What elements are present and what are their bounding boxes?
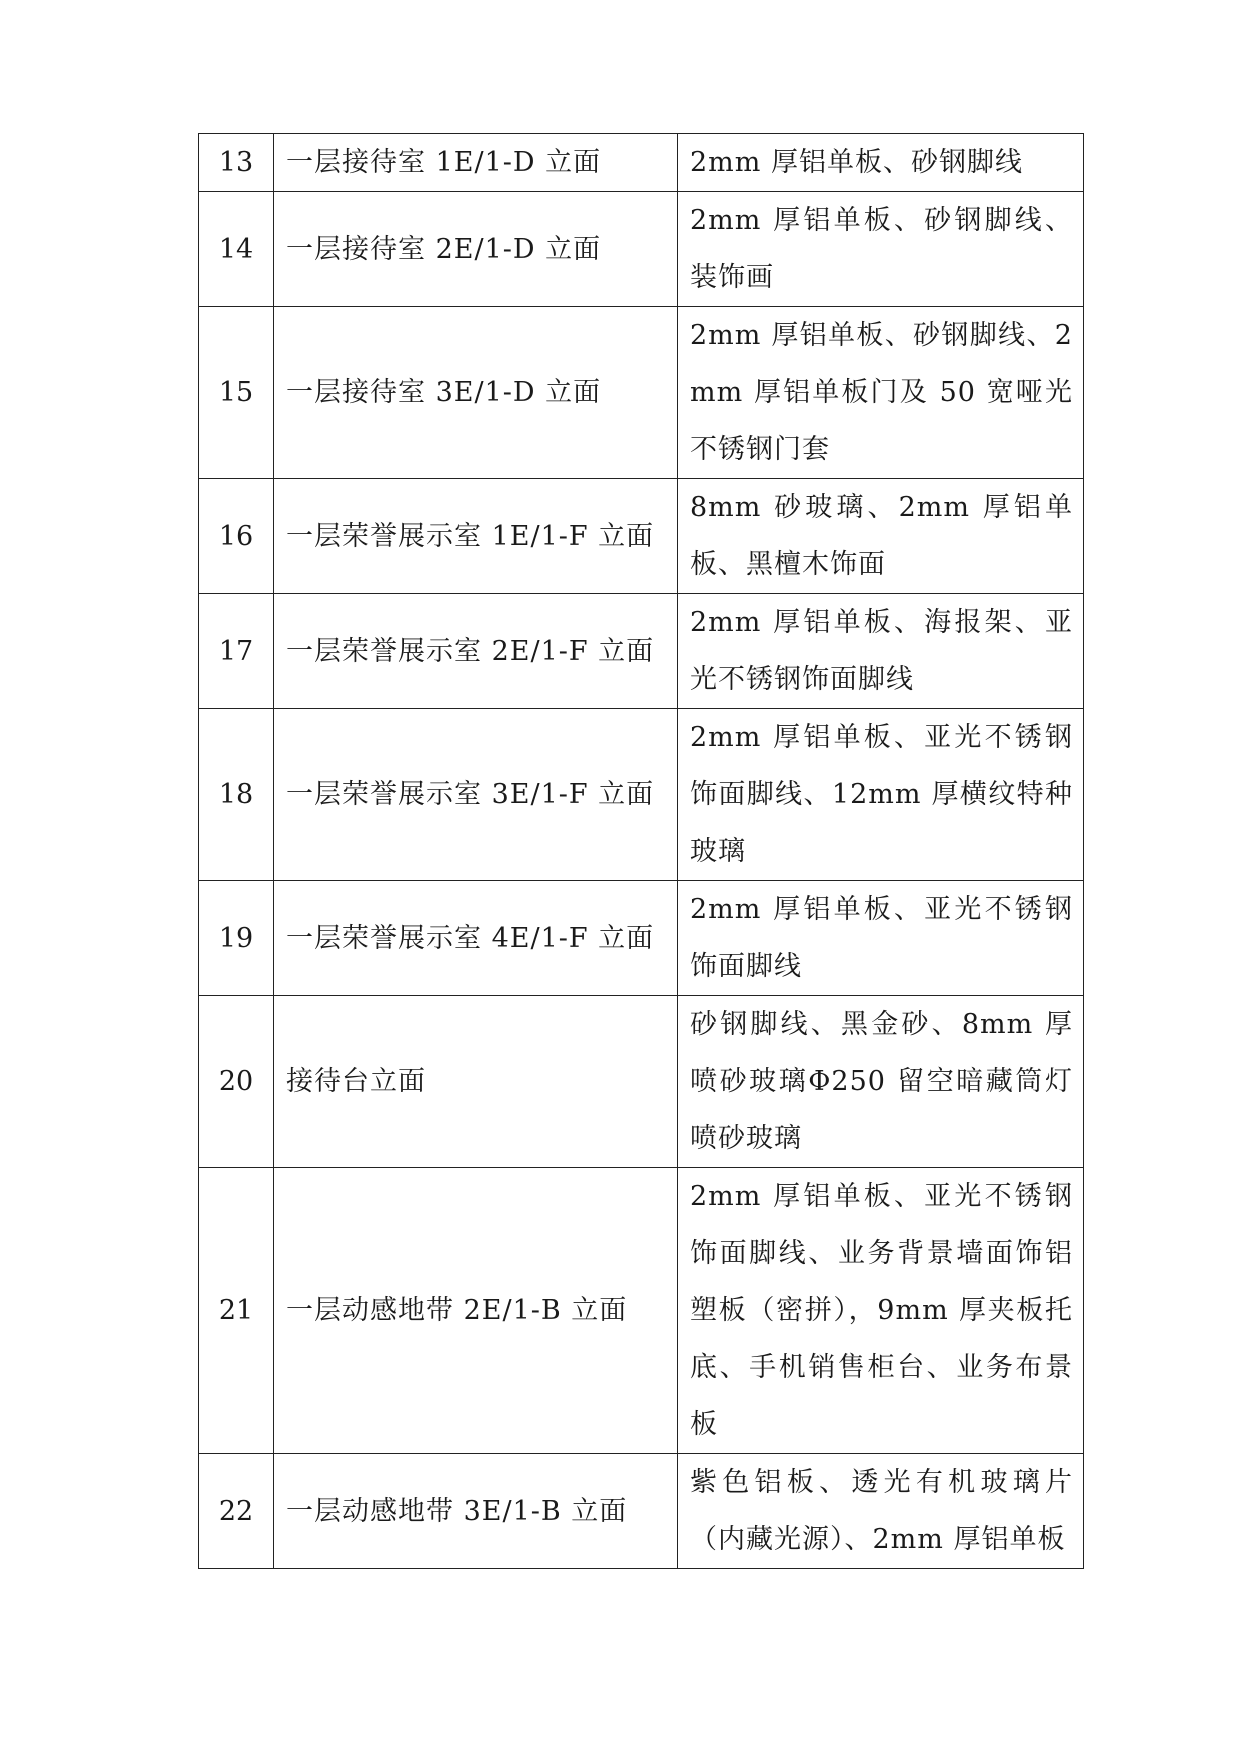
material-list: 2mm 厚铝单板、亚光不锈钢饰面脚线、业务背景墙面饰铝塑板（密拼），9mm 厚夹板托底、手机销售柜台、业务布景板 <box>678 1168 1084 1454</box>
table-row <box>199 134 1084 192</box>
row-number: 18 <box>199 709 274 881</box>
elevation-name: 一层荣誉展示室 4E/1-F 立面 <box>274 881 678 996</box>
table-row <box>199 192 1084 307</box>
elevation-name: 接待台立面 <box>274 996 678 1168</box>
table-row <box>199 479 1084 594</box>
elevation-name: 一层荣誉展示室 1E/1-F 立面 <box>274 479 678 594</box>
row-number: 21 <box>199 1168 274 1454</box>
material-list: 2mm 厚铝单板、砂钢脚线、装饰画 <box>678 192 1084 307</box>
row-number: 16 <box>199 479 274 594</box>
row-number: 22 <box>199 1454 274 1569</box>
table-row <box>199 996 1084 1168</box>
table-row <box>199 1168 1084 1454</box>
row-number: 20 <box>199 996 274 1168</box>
material-list: 2mm 厚铝单板、亚光不锈钢饰面脚线 <box>678 881 1084 996</box>
material-list: 8mm 砂玻璃、2mm 厚铝单板、黑檀木饰面 <box>678 479 1084 594</box>
elevation-name: 一层荣誉展示室 3E/1-F 立面 <box>274 709 678 881</box>
material-list: 2mm 厚铝单板、海报架、亚光不锈钢饰面脚线 <box>678 594 1084 709</box>
row-number: 19 <box>199 881 274 996</box>
elevation-name: 一层动感地带 2E/1-B 立面 <box>274 1168 678 1454</box>
table-row <box>199 709 1084 881</box>
table-row <box>199 307 1084 479</box>
elevation-name: 一层接待室 3E/1-D 立面 <box>274 307 678 479</box>
material-list: 2mm 厚铝单板、砂钢脚线、2mm 厚铝单板门及 50 宽哑光不锈钢门套 <box>678 307 1084 479</box>
row-number: 14 <box>199 192 274 307</box>
table-row <box>199 1454 1084 1569</box>
material-list: 砂钢脚线、黑金砂、8mm 厚喷砂玻璃Φ250 留空暗藏筒灯喷砂玻璃 <box>678 996 1084 1168</box>
elevation-name: 一层动感地带 3E/1-B 立面 <box>274 1454 678 1569</box>
row-number: 17 <box>199 594 274 709</box>
material-list: 2mm 厚铝单板、砂钢脚线 <box>678 134 1084 192</box>
elevation-name: 一层接待室 2E/1-D 立面 <box>274 192 678 307</box>
material-list: 紫色铝板、透光有机玻璃片（内藏光源）、2mm 厚铝单板 <box>678 1454 1084 1569</box>
row-number: 15 <box>199 307 274 479</box>
material-list: 2mm 厚铝单板、亚光不锈钢饰面脚线、12mm 厚横纹特种玻璃 <box>678 709 1084 881</box>
elevation-name: 一层接待室 1E/1-D 立面 <box>274 134 678 192</box>
elevation-name: 一层荣誉展示室 2E/1-F 立面 <box>274 594 678 709</box>
table-row <box>199 594 1084 709</box>
row-number: 13 <box>199 134 274 192</box>
table-row <box>199 881 1084 996</box>
elevation-material-table <box>198 133 1084 1569</box>
